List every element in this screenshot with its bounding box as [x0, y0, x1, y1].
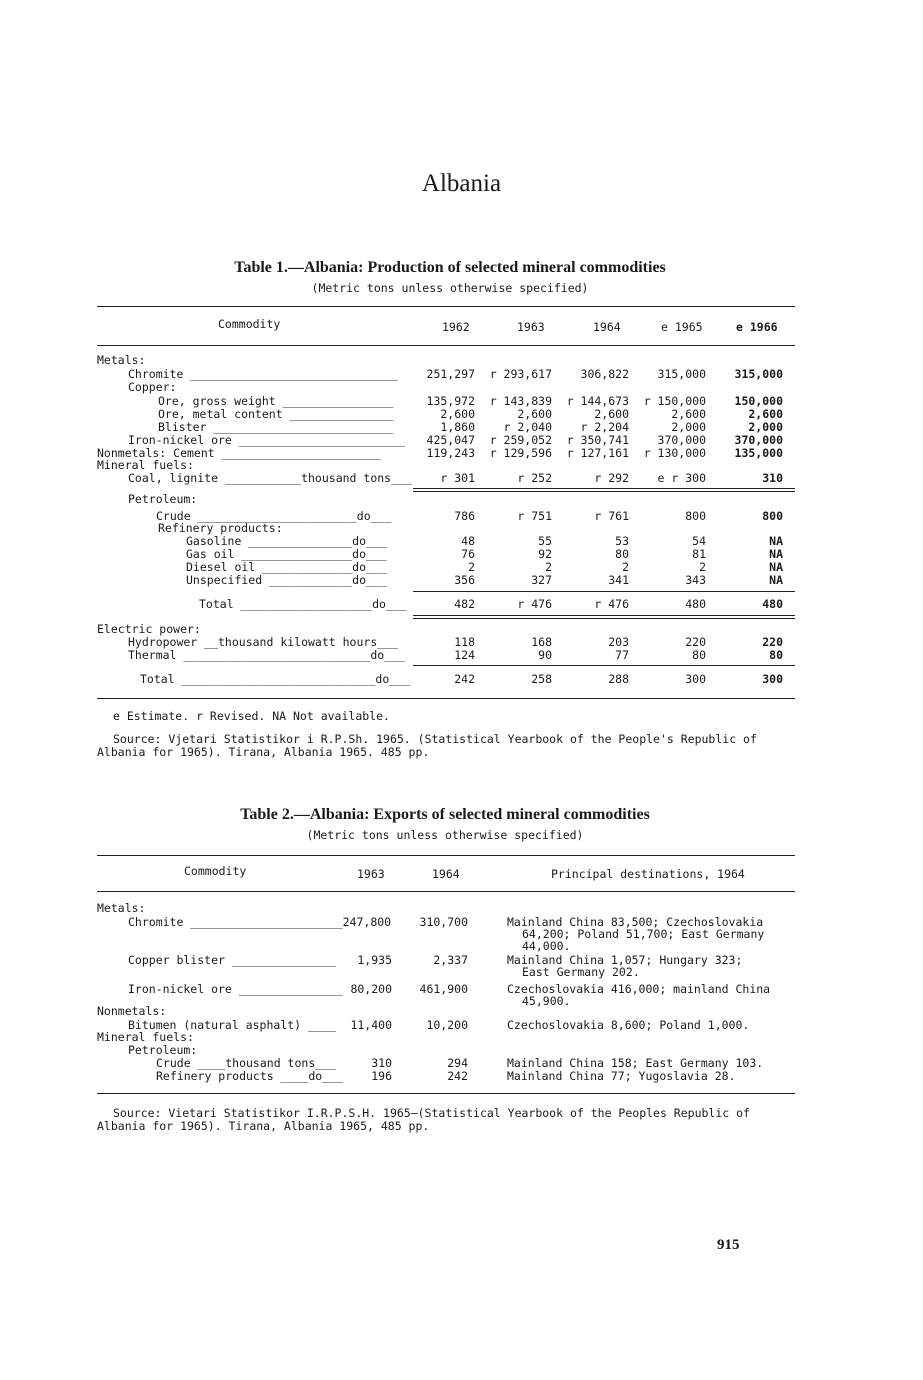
table1-cell: 288	[608, 672, 629, 686]
table2-destination-line: Mainland China 83,500; Czechoslovakia	[507, 915, 764, 929]
table1-cell: NA	[769, 560, 783, 574]
table1-cell: 370,000	[734, 433, 783, 447]
table1-bottom-rule	[97, 698, 795, 699]
table1-cell: 251,297	[426, 367, 475, 381]
table1-cell: 480	[685, 597, 706, 611]
table2-subcaption: (Metric tons unless otherwise specified)	[306, 828, 584, 842]
table1-cell: 150,000	[734, 394, 783, 408]
table2-row-label: Crude ____thousand tons___	[156, 1056, 337, 1070]
table1-cell: 482	[454, 597, 475, 611]
table1-cell: r 144,673	[566, 394, 629, 408]
table2-cell-1964: 2,337	[433, 953, 468, 967]
table1-cell: NA	[769, 534, 783, 548]
table1-cell: 135,972	[426, 394, 475, 408]
table2-destination-line: Mainland China 1,057; Hungary 323;	[507, 953, 743, 967]
table1-header-1964: 1964	[593, 320, 621, 334]
table2-destination-line: 64,200; Poland 51,700; East Germany	[522, 927, 765, 941]
table1-cell: 135,000	[734, 446, 783, 460]
table1-header-1966: e 1966	[736, 320, 778, 334]
table2-header-destinations: Principal destinations, 1964	[551, 867, 745, 881]
table1-cell: 2,600	[594, 407, 629, 421]
table2-cell-1963: 310	[371, 1056, 392, 1070]
table1-cell: r 292	[594, 471, 629, 485]
table1-cell: r 129,596	[489, 446, 552, 460]
table1-cell: 220	[762, 635, 783, 649]
table1-cell: 92	[538, 547, 552, 561]
table1-cell: r 259,052	[489, 433, 552, 447]
table1-cell: NA	[769, 573, 783, 587]
table2-row-label: Nonmetals:	[97, 1004, 167, 1018]
table1-header-commodity: Commodity	[218, 317, 281, 331]
table1-cell: 341	[608, 573, 629, 587]
table1-cell: 370,000	[657, 433, 706, 447]
table1-cell: r 150,000	[643, 394, 706, 408]
table1-row-label: Gasoline _______________do___	[186, 534, 387, 548]
table1-cell: r 293,617	[489, 367, 552, 381]
table1-cell: 2	[699, 560, 706, 574]
table1-row-label: Unspecified ____________do___	[186, 573, 387, 587]
table1-row-label: Thermal ___________________________do___	[128, 648, 405, 662]
table2-destination-line: East Germany 202.	[522, 965, 640, 979]
table1-row-label: Nonmetals: Cement _______________________	[97, 446, 381, 460]
table1-cell: 80	[692, 648, 706, 662]
table1-cell: r 143,839	[489, 394, 552, 408]
table2-source-line2: Albania for 1965). Tirana, Albania 1965, 485 pp.	[97, 1119, 430, 1133]
table1-cell: 258	[531, 672, 552, 686]
table1-cell: 356	[454, 573, 475, 587]
table2-cell-1963: 196	[371, 1069, 392, 1083]
table1-cell: 2,600	[748, 407, 783, 421]
table1-cell: 2	[468, 560, 475, 574]
table1-cell: 800	[685, 509, 706, 523]
table1-cell: 81	[692, 547, 706, 561]
table2-row-label: Petroleum:	[128, 1043, 198, 1057]
table1-electric-double-rule	[413, 615, 795, 619]
table1-row-label: Iron-nickel ore ________________________	[128, 433, 405, 447]
table1-fuels-double-rule	[413, 488, 795, 492]
table1-cell: r 127,161	[566, 446, 629, 460]
table1-cell: 76	[461, 547, 475, 561]
table1-cell: 327	[531, 573, 552, 587]
table1-cell: 2	[622, 560, 629, 574]
table1-row-label: Ore, metal content _______________	[158, 407, 394, 421]
table2-cell-1964: 294	[447, 1056, 468, 1070]
table2-row-label: Iron-nickel ore _______________	[128, 982, 343, 996]
table1-subcaption: (Metric tons unless otherwise specified)	[311, 281, 589, 295]
table1-source-line1: Source: Vjetari Statistikor i R.P.Sh. 1965. (Statistical Yearbook of the People's Republic of	[113, 732, 757, 746]
table1-cell: r 751	[517, 509, 552, 523]
table1-cell: 425,047	[426, 433, 475, 447]
table2-caption: Table 2.—Albania: Exports of selected mineral commodities	[240, 806, 650, 823]
table2-destination-line: Mainland China 77; Yugoslavia 28.	[507, 1069, 736, 1083]
table1-cell: 118	[454, 635, 475, 649]
table2-destination-line: 44,000.	[522, 939, 571, 953]
table2-row-label: Metals:	[97, 901, 146, 915]
table1-header-1963: 1963	[517, 320, 545, 334]
table1-cell: 2,600	[671, 407, 706, 421]
table1-cell: r 476	[517, 597, 552, 611]
table1-header-1965: e 1965	[661, 320, 703, 334]
table1-cell: e r 300	[657, 471, 706, 485]
table2-destination-line: Czechoslovakia 416,000; mainland China	[507, 982, 771, 996]
table2-header-1964: 1964	[432, 867, 460, 881]
table1-row-label: Copper:	[128, 380, 177, 394]
table1-row-label: Petroleum:	[128, 492, 198, 506]
table2-cell-1964: 461,900	[419, 982, 468, 996]
table1-cell: 203	[608, 635, 629, 649]
table1-cell: 315,000	[734, 367, 783, 381]
table1-cell: r 476	[594, 597, 629, 611]
table1-row-label: Blister __________________________	[158, 420, 394, 434]
table1-cell: 220	[685, 635, 706, 649]
table1-cell: r 301	[440, 471, 475, 485]
table1-cell: 343	[685, 573, 706, 587]
table2-destination-line: Czechoslovakia 8,600; Poland 1,000.	[507, 1018, 750, 1032]
table1-row-label: Gas oil ________________do___	[186, 547, 387, 561]
table1-row-label: Chromite ______________________________	[128, 367, 399, 381]
table1-row-label: Total ____________________________do___	[140, 672, 411, 686]
table1-cell: 315,000	[657, 367, 706, 381]
table1-cell: 168	[531, 635, 552, 649]
table1-cell: 480	[762, 597, 783, 611]
table2-cell-1963: 1,935	[357, 953, 392, 967]
page-number: 915	[717, 1237, 740, 1253]
table1-cell: r 130,000	[643, 446, 706, 460]
table1-cell: 1,860	[440, 420, 475, 434]
table1-cell: 2,000	[748, 420, 783, 434]
table1-top-rule	[97, 306, 795, 307]
table1-cell: 306,822	[580, 367, 629, 381]
table2-row-label: Refinery products ____do___	[156, 1069, 343, 1083]
table1-cell: 80	[615, 547, 629, 561]
table2-cell-1964: 310,700	[419, 915, 468, 929]
table1-row-label: Crude _______________________do___	[156, 509, 392, 523]
page-title: Albania	[421, 170, 502, 197]
table1-cell: r 761	[594, 509, 629, 523]
table1-header-rule	[97, 345, 795, 346]
table2-row-label: Bitumen (natural asphalt) ____	[128, 1018, 336, 1032]
table2-row-label: Mineral fuels:	[97, 1030, 194, 1044]
table2-source-line1: Source: Vietari Statistikor I.R.P.S.H. 1965—(Statistical Yearbook of the Peoples Republic of	[113, 1106, 750, 1120]
table1-row-label: Metals:	[97, 353, 146, 367]
table1-cell: 300	[685, 672, 706, 686]
table1-source-line2: Albania for 1965). Tirana, Albania 1965. 485 pp.	[97, 745, 430, 759]
table1-cell: 2,600	[440, 407, 475, 421]
table2-cell-1963: 80,200	[350, 982, 392, 996]
table1-cell: r 350,741	[566, 433, 629, 447]
table1-cell: NA	[769, 547, 783, 561]
table1-cell: 55	[538, 534, 552, 548]
table1-cell: 53	[615, 534, 629, 548]
table1-row-label: Total ___________________do___	[199, 597, 407, 611]
table1-cell: 77	[615, 648, 629, 662]
table2-header-1963: 1963	[357, 867, 385, 881]
table1-cell: 54	[692, 534, 706, 548]
table2-destination-line: 45,900.	[522, 994, 571, 1008]
table1-cell: r 2,040	[503, 420, 552, 434]
table2-header-commodity: Commodity	[184, 864, 247, 878]
table1-cell: 300	[762, 672, 783, 686]
table1-cell: 80	[769, 648, 783, 662]
table2-cell-1964: 10,200	[426, 1018, 468, 1032]
table1-cell: 2,600	[517, 407, 552, 421]
table1-petroleum-subtotal-rule	[413, 591, 795, 592]
table1-row-label: Mineral fuels:	[97, 458, 194, 472]
table1-cell: 48	[461, 534, 475, 548]
table1-row-label: Ore, gross weight ________________	[158, 394, 394, 408]
table1-cell: 90	[538, 648, 552, 662]
table1-header-1962: 1962	[442, 320, 470, 334]
table1-row-label: Refinery products:	[158, 521, 283, 535]
table1-cell: 119,243	[426, 446, 475, 460]
table2-header-rule	[97, 891, 795, 892]
table1-cell: 2,000	[671, 420, 706, 434]
table1-row-label: Electric power:	[97, 622, 201, 636]
table1-cell: 124	[454, 648, 475, 662]
table1-row-label: Coal, lignite ___________thousand tons___	[128, 471, 412, 485]
table1-cell: 800	[762, 509, 783, 523]
table1-cell: 310	[762, 471, 783, 485]
table1-electric-subtotal-rule	[413, 665, 795, 666]
table2-bottom-rule	[97, 1093, 795, 1094]
table2-cell-1964: 242	[447, 1069, 468, 1083]
table2-destination-line: Mainland China 158; East Germany 103.	[507, 1056, 764, 1070]
table1-caption: Table 1.—Albania: Production of selected mineral commodities	[234, 259, 666, 276]
table1-cell: 2	[545, 560, 552, 574]
table2-top-rule	[97, 855, 795, 856]
table1-cell: r 2,204	[580, 420, 629, 434]
table1-cell: 242	[454, 672, 475, 686]
table1-cell: r 252	[517, 471, 552, 485]
table1-footnote: e Estimate. r Revised. NA Not available.	[113, 709, 390, 723]
table2-cell-1963: 11,400	[350, 1018, 392, 1032]
table1-row-label: Hydropower __thousand kilowatt hours___	[128, 635, 399, 649]
table1-row-label: Diesel oil _____________do___	[186, 560, 387, 574]
table1-cell: 786	[454, 509, 475, 523]
table2-row-label: Copper blister _______________	[128, 953, 336, 967]
table2-row-label: Chromite ______________________247,800	[128, 915, 392, 929]
